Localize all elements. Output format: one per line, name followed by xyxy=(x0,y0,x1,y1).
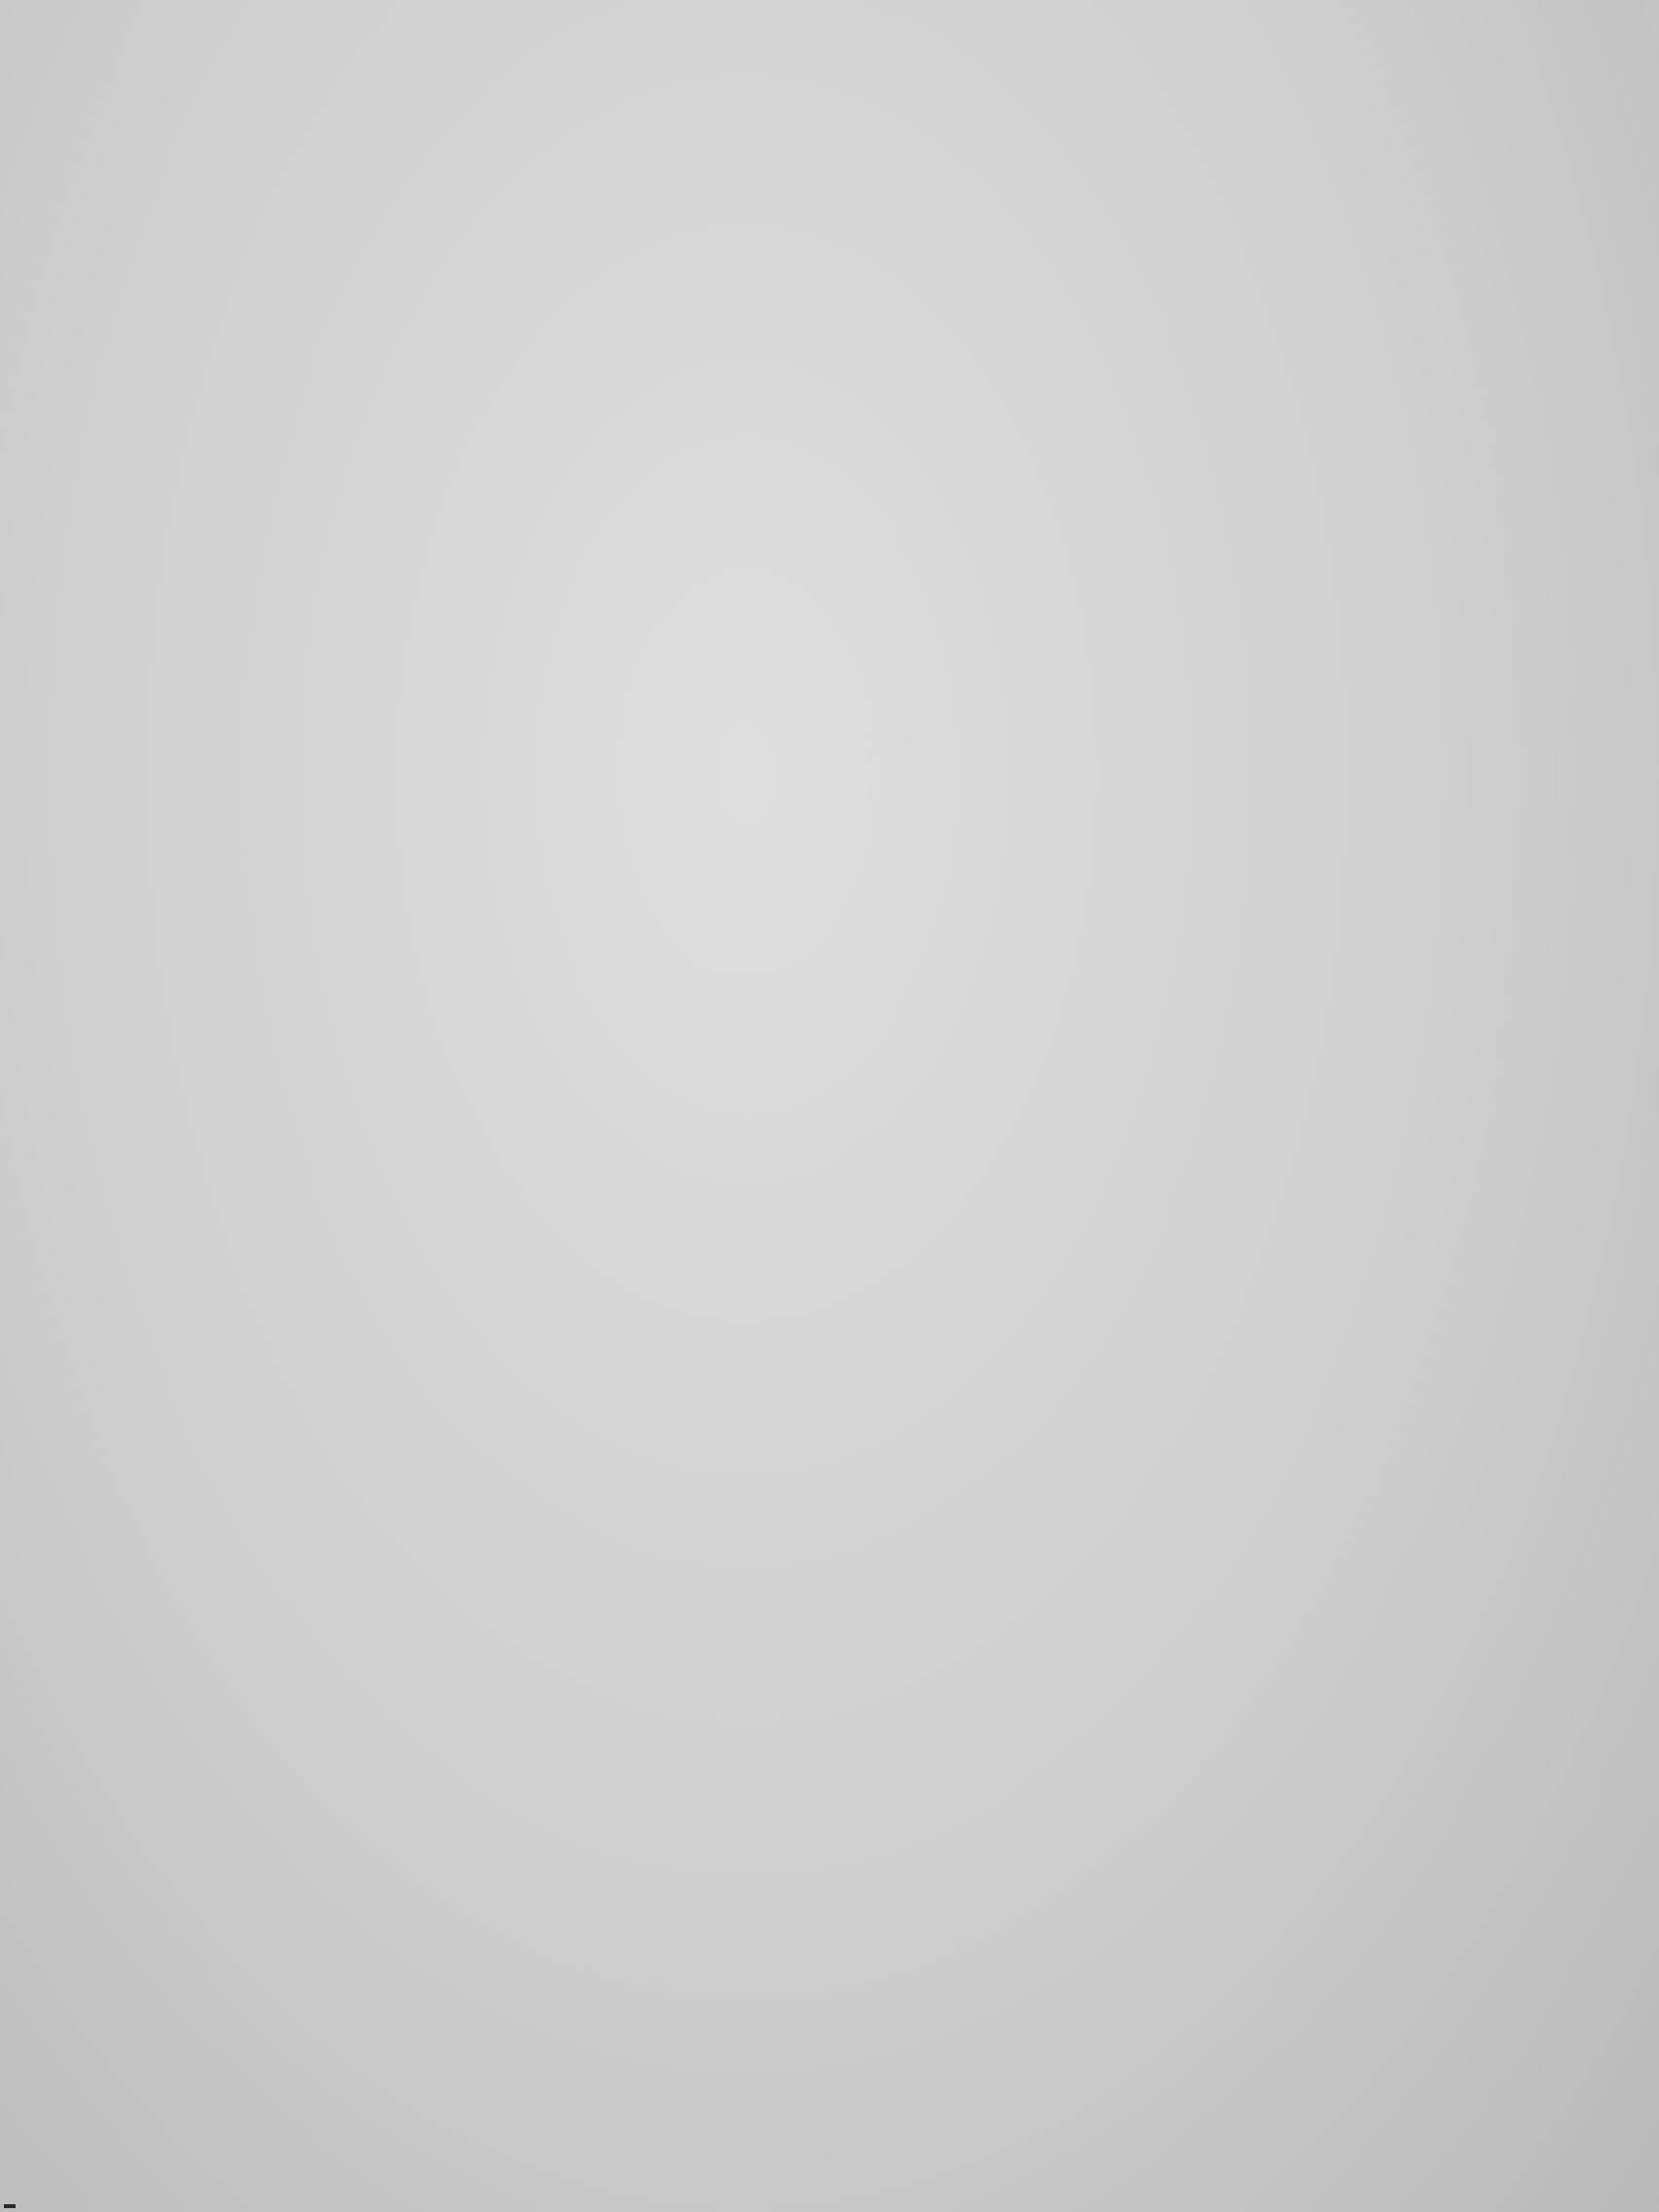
watermark xyxy=(4,2204,16,2208)
